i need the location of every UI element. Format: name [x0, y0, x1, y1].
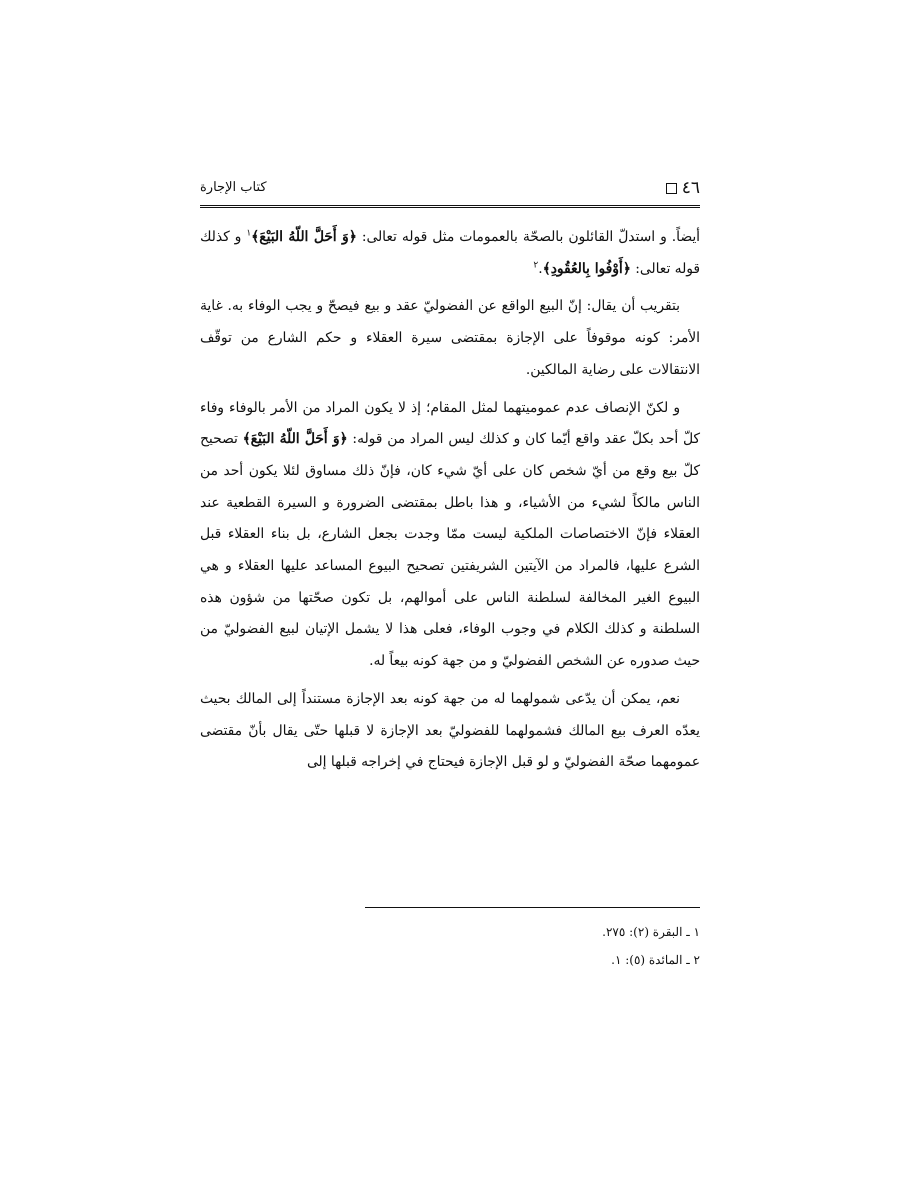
- paragraph-4: نعم، يمكن أن يدّعى شمولهما له من جهة كونه بعد الإجازة مستنداً إلى المالك بحيث يعدّه العرف بيع المالك فشمولهما للفضوليّ بعد الإجازة لا قبلها حتّى يقال بأنّ مقتضى عمومهما صحّة الفضوليّ و لو قبل الإجازة فيحتاج في إخراجه قبلها إلى: [200, 690, 700, 771]
- footnote-ref-2: ٢: [533, 260, 539, 271]
- footnote-1: ١ ـ البقرة (٢): ٢٧٥.: [602, 925, 700, 939]
- page-header: [200, 176, 700, 200]
- footnote-rule: [365, 907, 700, 908]
- footnotes: [200, 918, 700, 974]
- footnote-ref-1: ١: [246, 228, 252, 239]
- footnote-2: ٢ ـ المائدة (٥): ١.: [611, 953, 700, 967]
- paragraph-3: [200, 393, 700, 678]
- quran-quote-3: ﴿وَ أَحَلَّ اللّهُ البَيْعَ﴾: [242, 431, 348, 448]
- p1-text-a: أيضاً. و استدلّ القائلون بالصحّة بالعمومات مثل قوله تعالى:: [356, 229, 700, 245]
- header-rule: [200, 205, 700, 208]
- page-number-block: [666, 176, 700, 200]
- quran-quote-2: ﴿أَوْفُوا بِالعُقُودِ﴾: [542, 260, 631, 277]
- page-number: ٤٦: [681, 178, 700, 198]
- p1-text-c: .: [538, 260, 543, 277]
- running-title: كتاب الإجارة: [200, 180, 267, 195]
- p3-text-a: و لكنّ الإنصاف عدم عموميتهما لمثل المقام؛ إذ لا يكون المراد من الأمر بالوفاء وفاء كلّ أحد بكلّ عقد واقع أيّما كان و كذلك ليس المراد من قوله:: [200, 399, 701, 448]
- p3-text-b: تصحيح كلّ بيع وقع من أيّ شخص كان على أيّ شيء كان، فإنّ ذلك مساوق لئلا يكون أحد من الناس مالكاً لشيء من الأشياء، و هذا باطل بمقتضى الضرورة و السيرة القطعية عند العقلاء فإنّ الاختصاصات الملكية ليست ممّا وجدت بجعل الشارع، بل بناء العقلاء قبل الشرع عليها، فالمراد من الآيتين الشريفتين تصحيح البيوع المساعد عليها العقلاء و هي البيوع الغير المخالفة لسلطنة الناس على أموالهم، بل تكون صحّتها من شؤون هذه السلطنة و كذلك الكلام في وجوب الوفاء، فعلى هذا لا يشمل الإتيان لبيع الفضوليّ من حيث صدوره عن الشخص الفضوليّ و من جهة كونه بيعاً له.: [200, 431, 700, 670]
- paragraph-1: [200, 222, 700, 285]
- square-box-icon: [666, 183, 677, 194]
- paragraph-2: بتقريب أن يقال: إنّ البيع الواقع عن الفضوليّ عقد و بيع فيصحّ و يجب الوفاء به. غاية الأمر: كونه موقوفاً على الإجازة بمقتضى سيرة العقلاء و حكم الشارع من توقّف الانتقالات على رضاية المالكين.: [200, 298, 700, 378]
- quran-quote-1: ﴿وَ أَحَلَّ اللّهُ البَيْعَ﴾: [251, 229, 357, 245]
- p1-text-b: و كذلك قوله تعالى:: [200, 229, 700, 277]
- main-text: [200, 222, 700, 785]
